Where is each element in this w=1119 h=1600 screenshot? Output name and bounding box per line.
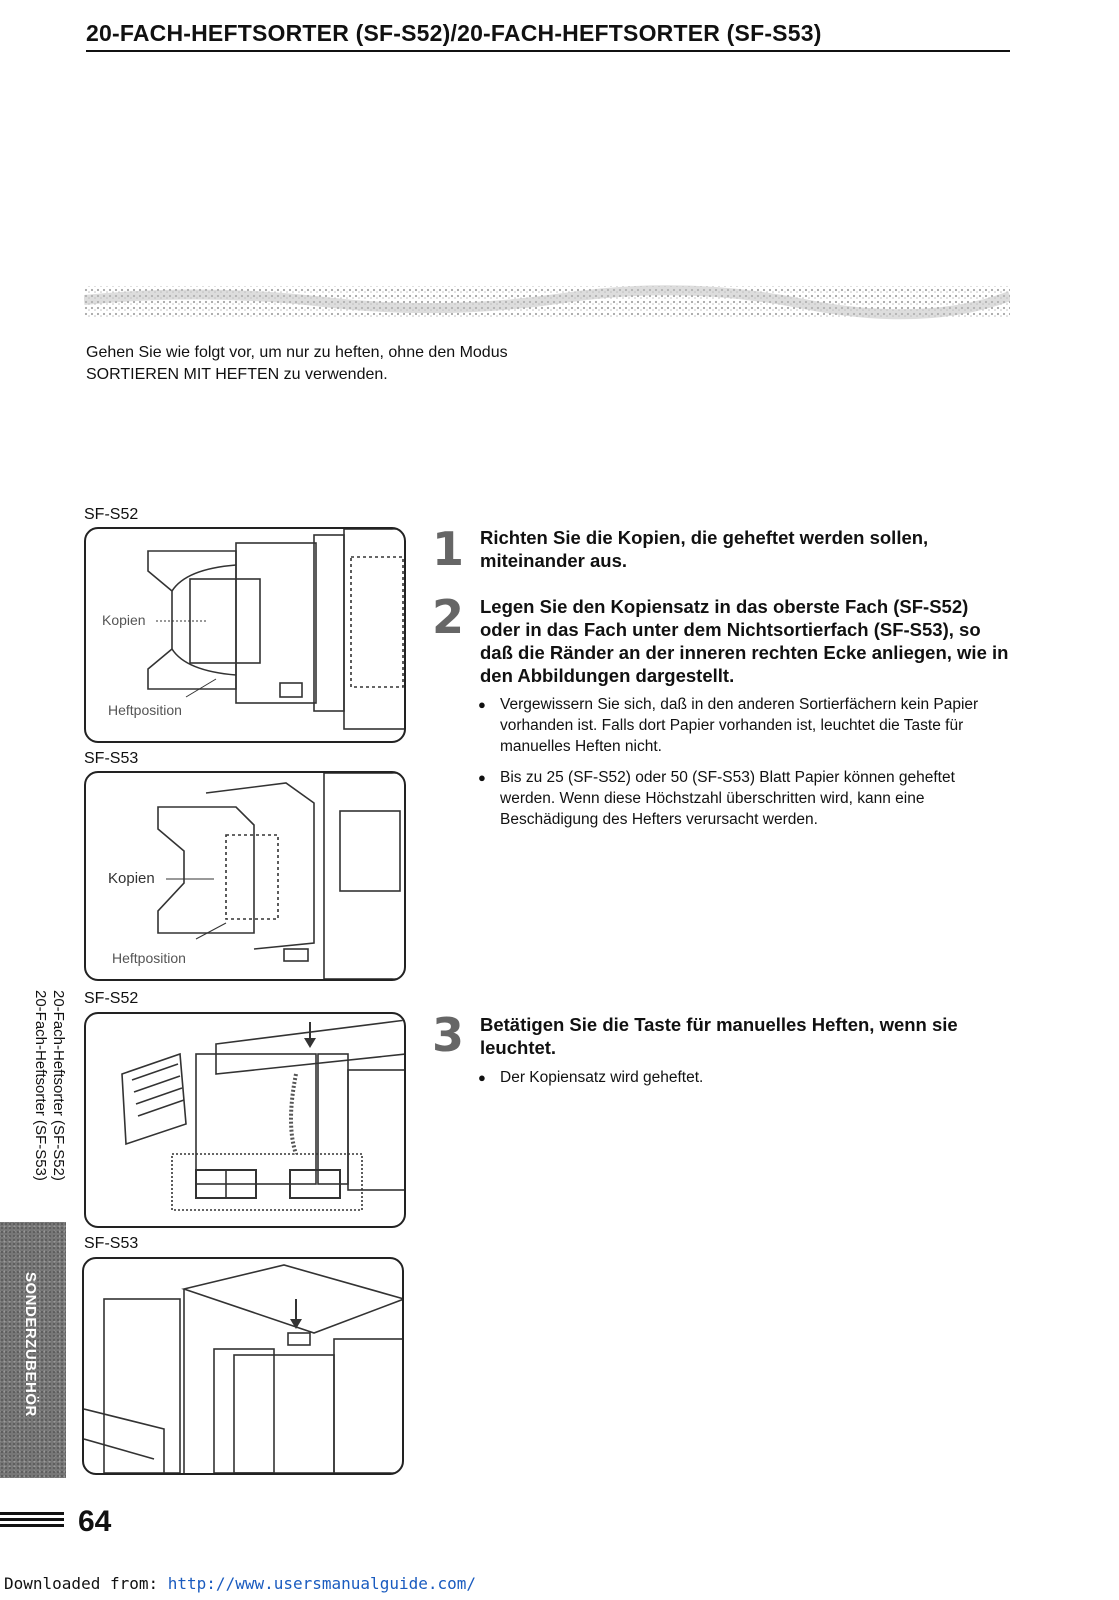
download-footer	[4, 1574, 476, 1593]
section-tab	[0, 1222, 66, 1478]
sorter-s53-tray-diagram	[86, 773, 404, 979]
figure-4-label: SF-S53	[84, 1235, 139, 1252]
step-2-text: Legen Sie den Kopiensatz in das oberste Fach (SF-S52) oder in das Fach unter dem Nichtsortierfach (SF-S53), so daß die Ränder an der inneren rechten Ecke anliegen, wie in den Abbildungen dargestellt.	[480, 596, 1009, 686]
intro-line-1: Gehen Sie wie folgt vor, um nur zu heften, ohne den Modus	[86, 344, 508, 361]
intro-line-2: SORTIEREN MIT HEFTEN zu verwenden.	[86, 366, 388, 383]
title-underline	[86, 50, 1010, 52]
page-number: 64	[78, 1505, 112, 1538]
footer-link[interactable]: http://www.usersmanualguide.com/	[167, 1574, 477, 1593]
figure-1-illustration	[84, 527, 406, 743]
footer-prefix: Downloaded from:	[4, 1574, 168, 1593]
bullet-dot-icon: ●	[478, 770, 486, 785]
sorter-s52-tray-diagram	[86, 529, 404, 741]
figure-3-label: SF-S52	[84, 990, 139, 1007]
fig2-caption-copies: Kopien	[108, 870, 155, 887]
figure-2-illustration	[84, 771, 406, 981]
halftone-banner	[84, 282, 1010, 322]
figure-4-illustration	[82, 1257, 404, 1475]
side-section-label	[32, 990, 72, 1230]
fig1-caption-copies: Kopien	[102, 612, 146, 628]
step-2-bullet-1-text: Vergewissern Sie sich, daß in den anderen Sortierfächern kein Papier vorhanden ist. Falls dort Papier vorhanden ist, leuchtet die Taste für manuelles Heften nicht.	[500, 696, 979, 755]
figure-1-label: SF-S52	[84, 506, 139, 523]
step-3-bullet-1-text: Der Kopiensatz wird geheftet.	[500, 1069, 704, 1086]
step-1-number: 1	[432, 522, 465, 576]
intro-paragraph	[86, 342, 706, 386]
staple-key-s52-diagram	[86, 1014, 404, 1226]
staple-key-s53-diagram	[84, 1259, 402, 1473]
step-1-text: Richten Sie die Kopien, die geheftet werden sollen, miteinander aus.	[480, 527, 929, 571]
fig1-caption-staple-position: Heftposition	[108, 702, 182, 718]
step-3-text: Betätigen Sie die Taste für manuelles Heften, wenn sie leuchtet.	[480, 1014, 958, 1058]
step-2-number: 2	[432, 590, 465, 644]
figure-2-label: SF-S53	[84, 750, 139, 767]
side-label-line-1: 20-Fach-Heftsorter (SF-S52)	[50, 990, 67, 1181]
fig2-caption-staple-position: Heftposition	[112, 950, 186, 966]
step-3-bullet-1	[478, 1067, 1010, 1088]
step-2-bullet-2	[478, 767, 1010, 830]
bullet-dot-icon: ●	[478, 697, 486, 712]
page-number-bars	[0, 1512, 64, 1530]
bullet-dot-icon: ●	[478, 1070, 486, 1085]
page-title: 20-FACH-HEFTSORTER (SF-S52)/20-FACH-HEFTSORTER (SF-S53)	[86, 20, 822, 46]
step-3-number: 3	[432, 1008, 465, 1062]
step-2-bullet-1	[478, 694, 1010, 757]
side-label-line-2: 20-Fach-Heftsorter (SF-S53)	[32, 990, 49, 1181]
figure-3-illustration	[84, 1012, 406, 1228]
step-2-bullet-2-text: Bis zu 25 (SF-S52) oder 50 (SF-S53) Blatt Papier können geheftet werden. Wenn diese Höchstzahl überschritten wird, kann eine Beschädigung des Hefters verursacht werden.	[500, 769, 955, 828]
section-tab-label: SONDERZUBEHÖR	[22, 1272, 39, 1417]
